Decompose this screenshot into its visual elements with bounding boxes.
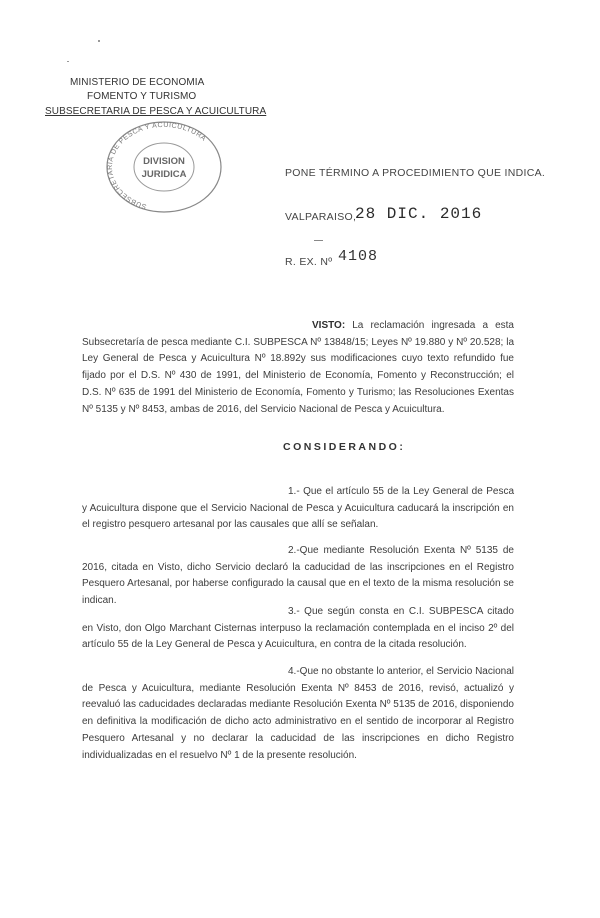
visto-label: VISTO: [312, 320, 346, 331]
visto-paragraph [82, 318, 514, 418]
visto-text: La reclamación ingresada a esta Subsecretaría de pesca mediante C.I. SUBPESCA Nº 13848/15; Leyes Nº 19.880 y Nº 20.528; la Ley General de Pesca y Acuicultura Nº 18.892y sus modificaciones cuyo texto refundido fue fijado por el D.S. Nº 430 de 1991, del Ministerio de Economía, Fomento y Reconstrucción; el D.S. Nº 635 de 1991 del Ministerio de Economía, Fomento y Turismo; las Resoluciones Exentas Nº 5135 y Nº 8453, ambas de 2016, del Servicio Nacional de Pesca y Acuicultura. [82, 320, 514, 415]
item-text: Que el artículo 55 de la Ley General de Pesca y Acuicultura dispone que el Servicio Nacional de Pesca y Acuicultura caducará la inscripción en el registro pesquero artesanal por las causales que allí se señalan. [82, 486, 514, 531]
item-number: 3.- [288, 606, 300, 617]
resolution-subject: PONE TÉRMINO A PROCEDIMIENTO QUE INDICA. [285, 167, 546, 179]
stamp-center-line1: DIVISION [143, 156, 185, 167]
item-text: Que según consta en C.I. SUBPESCA citado en Visto, don Olgo Marchant Cisternas interpuso la reclamación contemplada en el inciso 2º del artículo 55 de la Ley General de Pesca y Acuicultura, en contra de la citada resolución. [82, 606, 514, 651]
item-number: 1.- [288, 486, 300, 497]
item-text: Que mediante Resolución Exenta Nº 5135 de 2016, citada en Visto, dicho Servicio declaró la caducidad de las inscripciones en el Registro Pesquero Artesanal, por haberse configurado la causal que en el texto de la misma resolución se indican. [82, 545, 514, 607]
undersecretariat-line: SUBSECRETARIA DE PESCA Y ACUICULTURA [45, 106, 267, 117]
considerando-item-4 [82, 664, 514, 764]
scan-speck [98, 40, 100, 42]
place-label: VALPARAISO, [285, 211, 357, 223]
stamp-center-line2: JURIDICA [141, 169, 187, 180]
considerando-item-2 [82, 543, 514, 610]
item-number: 2.- [288, 545, 300, 556]
signature-tick [314, 240, 323, 241]
considerando-item-1 [82, 484, 514, 534]
considerando-item-3 [82, 604, 514, 654]
stamp-ring-text: SUBSECRETARIA DE PESCA Y ACUICULTURA [107, 121, 208, 210]
item-text: Que no obstante lo anterior, el Servicio Nacional de Pesca y Acuicultura, mediante Resolución Exenta Nº 8453 de 2016, revisó, actualizó y reevaluó las caducidades declaradas mediante Resolución Exenta Nº 5135 de 2016, disponiendo en definitiva la modificación de dicho acto administrativo en el sentido de incorporar al Registro Pesquero Artesanal y no declarar la caducidad de las inscripciones en dicho Registro individualizadas en el resuelvo Nº 1 de la presente resolución. [82, 666, 514, 761]
division-juridica-stamp [104, 119, 224, 215]
considerando-heading: CONSIDERANDO: [283, 441, 406, 453]
ministry-line: MINISTERIO DE ECONOMIA [70, 77, 205, 88]
item-number: 4.- [288, 666, 300, 677]
resolution-number: 4108 [338, 248, 379, 265]
resolution-number-label: R. EX. Nº [285, 256, 333, 268]
scan-speck [67, 61, 69, 62]
resolution-date: 28 DIC. 2016 [355, 205, 483, 223]
ministry-subline: FOMENTO Y TURISMO [87, 91, 197, 102]
